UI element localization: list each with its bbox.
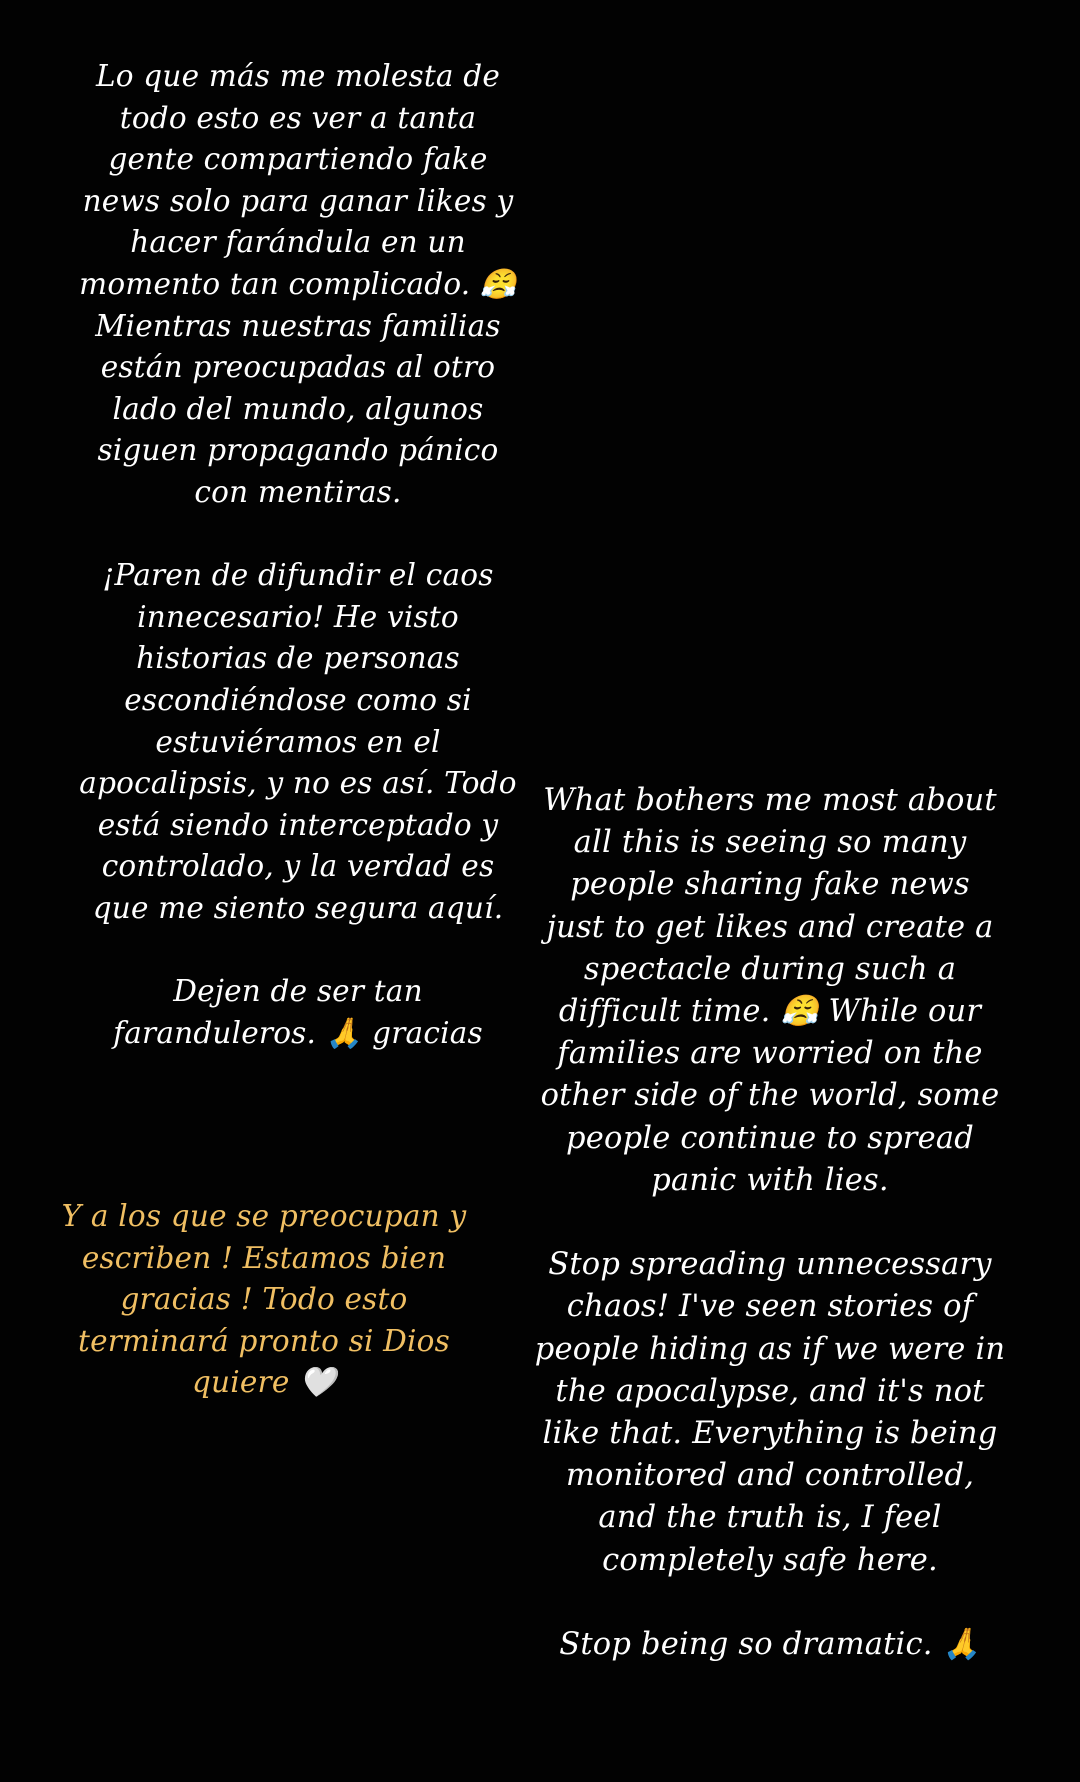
spanish-reply-text: Y a los que se preocupan y escriben ! Estamos bien gracias ! Todo esto terminará pronto si Dios quiere 🤍 bbox=[61, 1199, 467, 1400]
english-translation-text: What bothers me most about all this is seeing so many people sharing fake news just to get likes and create a spectacle during such a difficult time. 😤 While our families are worried on the other side of the world, some people continue to spread panic with lies. Stop spreading unnecessary chaos! I've seen stories of people hiding as if we were in the apocalypse, and it's not like that. Everything is being monitored and controlled, and the truth is, I feel completely safe here. Stop being so dramatic. 🙏 bbox=[534, 783, 1006, 1663]
spanish-message-text: Lo que más me molesta de todo esto es ver a tanta gente compartiendo fake news solo para ganar likes y hacer farándula en un momento tan complicado. 😤 Mientras nuestras familias están preocupadas al otro lado del mundo, algunos siguen propagando pánico con mentiras. ¡Paren de difundir el caos innecesario! He visto historias de personas escondiéndose como si estuviéramos en el apocalipsis, y no es así. Todo está siendo interceptado y controlado, y la verdad es que me siento segura aquí. Dejen de ser tan faranduleros. 🙏 gracias bbox=[79, 59, 517, 1050]
